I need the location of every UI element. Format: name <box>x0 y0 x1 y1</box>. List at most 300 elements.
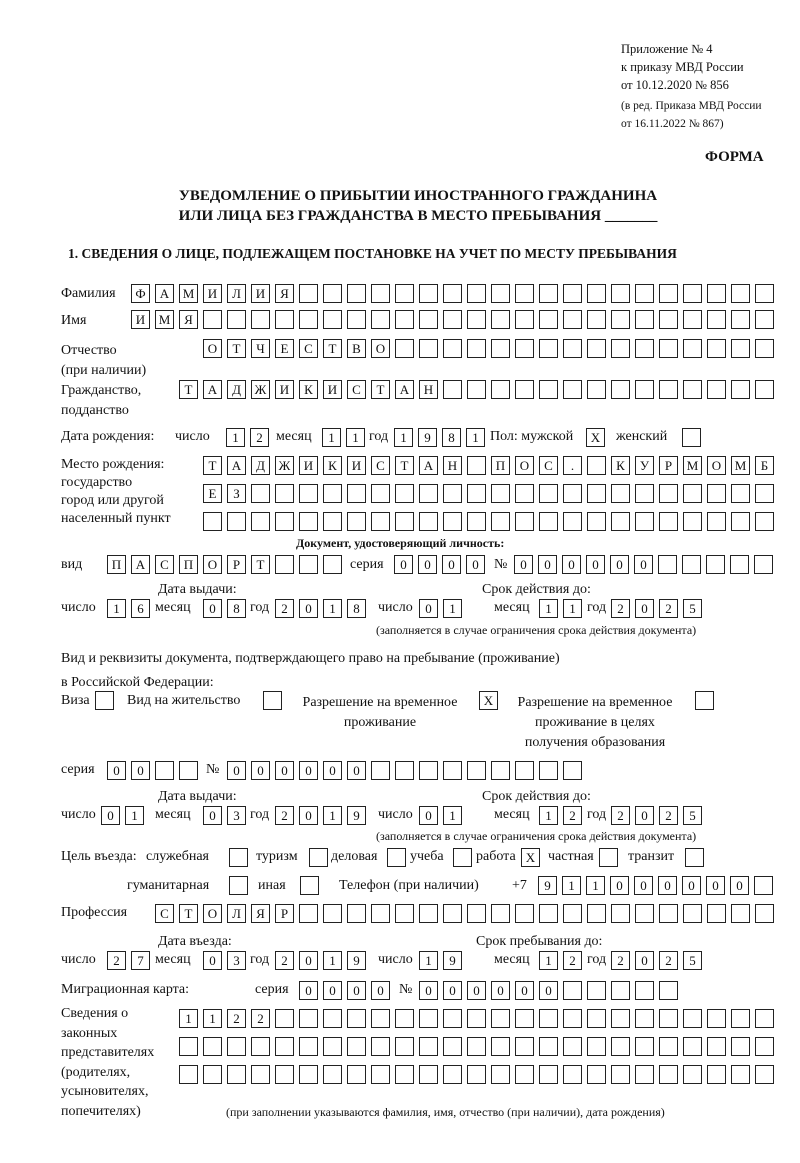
birthplace-2-cell[interactable] <box>251 484 270 503</box>
birthplace-3-cell[interactable] <box>491 512 510 531</box>
doc-series-cell[interactable]: 0 <box>418 555 437 574</box>
name-cell[interactable] <box>347 310 366 329</box>
surname-cell[interactable] <box>659 284 678 303</box>
citizenship-cell[interactable] <box>491 380 510 399</box>
profession-cell[interactable] <box>587 904 606 923</box>
birthplace-1-cell[interactable]: К <box>611 456 630 475</box>
stay-year-cell[interactable]: 2 <box>611 951 630 970</box>
surname-cell[interactable]: Л <box>227 284 246 303</box>
patronymic-cell[interactable] <box>731 339 750 358</box>
citizenship-cell[interactable] <box>443 380 462 399</box>
permit-valid-month-cell[interactable]: 1 <box>539 806 558 825</box>
rep-2-cell[interactable] <box>419 1037 438 1056</box>
rep-2-cell[interactable] <box>635 1037 654 1056</box>
rep-2-cell[interactable] <box>347 1037 366 1056</box>
entry-day-cell[interactable]: 7 <box>131 951 150 970</box>
permit-valid-day-cell[interactable]: 1 <box>443 806 462 825</box>
rep-2-cell[interactable] <box>515 1037 534 1056</box>
rep-3-cell[interactable] <box>659 1065 678 1084</box>
surname-cell[interactable] <box>587 284 606 303</box>
rep-2-cell[interactable] <box>395 1037 414 1056</box>
mig-number-cell[interactable]: 0 <box>467 981 486 1000</box>
name-cell[interactable] <box>587 310 606 329</box>
rep-2-cell[interactable] <box>323 1037 342 1056</box>
doc-series-cell[interactable]: 0 <box>466 555 485 574</box>
birthplace-1-cell[interactable]: П <box>491 456 510 475</box>
purpose-checkbox[interactable] <box>309 848 328 867</box>
rep-3-cell[interactable] <box>419 1065 438 1084</box>
sex-female-cell[interactable] <box>682 428 701 447</box>
rep-3-cell[interactable] <box>443 1065 462 1084</box>
name-cell[interactable] <box>467 310 486 329</box>
doc-number-cell[interactable] <box>658 555 677 574</box>
rep-1-cell[interactable]: 2 <box>251 1009 270 1028</box>
mig-series-cell[interactable]: 0 <box>371 981 390 1000</box>
rep-3-cell[interactable] <box>227 1065 246 1084</box>
profession-cell[interactable] <box>635 904 654 923</box>
patronymic-cell[interactable] <box>635 339 654 358</box>
permit-number-cell[interactable]: 0 <box>251 761 270 780</box>
rep-2-cell[interactable] <box>203 1037 222 1056</box>
patronymic-cell[interactable] <box>611 339 630 358</box>
name-cell[interactable] <box>275 310 294 329</box>
birthplace-2-cell[interactable] <box>635 484 654 503</box>
doc-kind-cell[interactable] <box>323 555 342 574</box>
permit-number-cell[interactable] <box>419 761 438 780</box>
doc-valid-year-cell[interactable]: 5 <box>683 599 702 618</box>
rep-1-cell[interactable] <box>515 1009 534 1028</box>
birthplace-1-cell[interactable]: . <box>563 456 582 475</box>
rep-3-cell[interactable] <box>611 1065 630 1084</box>
rep-1-cell[interactable] <box>731 1009 750 1028</box>
name-cell[interactable] <box>707 310 726 329</box>
patronymic-cell[interactable]: О <box>371 339 390 358</box>
rep-3-cell[interactable] <box>299 1065 318 1084</box>
surname-cell[interactable]: М <box>179 284 198 303</box>
phone-cell[interactable]: 9 <box>538 876 557 895</box>
birthplace-2-cell[interactable] <box>611 484 630 503</box>
entry-year-cell[interactable]: 9 <box>347 951 366 970</box>
purpose-checkbox[interactable] <box>387 848 406 867</box>
name-cell[interactable] <box>683 310 702 329</box>
purpose-checkbox[interactable] <box>229 876 248 895</box>
rep-1-cell[interactable] <box>371 1009 390 1028</box>
stay-year-cell[interactable]: 5 <box>683 951 702 970</box>
entry-year-cell[interactable]: 0 <box>299 951 318 970</box>
doc-kind-cell[interactable]: Т <box>251 555 270 574</box>
patronymic-cell[interactable] <box>587 339 606 358</box>
birthplace-1-cell[interactable]: М <box>683 456 702 475</box>
birthplace-1-cell[interactable]: С <box>371 456 390 475</box>
mig-series-cell[interactable]: 0 <box>323 981 342 1000</box>
mig-number-cell[interactable]: 0 <box>539 981 558 1000</box>
birthplace-1-cell[interactable]: О <box>515 456 534 475</box>
purpose-checkbox[interactable] <box>453 848 472 867</box>
name-cell[interactable] <box>227 310 246 329</box>
doc-kind-cell[interactable]: П <box>107 555 126 574</box>
birthplace-1-cell[interactable]: Б <box>755 456 774 475</box>
surname-cell[interactable] <box>491 284 510 303</box>
rep-1-cell[interactable] <box>563 1009 582 1028</box>
rep-3-cell[interactable] <box>539 1065 558 1084</box>
patronymic-cell[interactable] <box>467 339 486 358</box>
birthplace-3-cell[interactable] <box>683 512 702 531</box>
permit-number-cell[interactable]: 0 <box>227 761 246 780</box>
birthplace-2-cell[interactable] <box>467 484 486 503</box>
rep-2-cell[interactable] <box>731 1037 750 1056</box>
rep-1-cell[interactable] <box>467 1009 486 1028</box>
rep-3-cell[interactable] <box>395 1065 414 1084</box>
doc-number-cell[interactable] <box>706 555 725 574</box>
patronymic-cell[interactable] <box>683 339 702 358</box>
birthplace-1-cell[interactable]: И <box>299 456 318 475</box>
permit-series-cell[interactable] <box>155 761 174 780</box>
rep-1-cell[interactable]: 1 <box>179 1009 198 1028</box>
rep-2-cell[interactable] <box>611 1037 630 1056</box>
birthplace-2-cell[interactable] <box>275 484 294 503</box>
rep-1-cell[interactable] <box>539 1009 558 1028</box>
birthplace-3-cell[interactable] <box>587 512 606 531</box>
rep-1-cell[interactable] <box>755 1009 774 1028</box>
birthplace-3-cell[interactable] <box>203 512 222 531</box>
phone-cell[interactable]: 0 <box>634 876 653 895</box>
mig-number-cell[interactable]: 0 <box>419 981 438 1000</box>
name-cell[interactable] <box>203 310 222 329</box>
citizenship-cell[interactable]: Д <box>227 380 246 399</box>
birth-year-cell[interactable]: 1 <box>394 428 413 447</box>
name-cell[interactable] <box>371 310 390 329</box>
permit-number-cell[interactable] <box>371 761 390 780</box>
name-cell[interactable] <box>395 310 414 329</box>
doc-valid-month-cell[interactable]: 1 <box>563 599 582 618</box>
birthplace-1-cell[interactable]: К <box>323 456 342 475</box>
doc-kind-cell[interactable]: О <box>203 555 222 574</box>
name-cell[interactable]: М <box>155 310 174 329</box>
permit-number-cell[interactable]: 0 <box>275 761 294 780</box>
purpose-checkbox[interactable] <box>229 848 248 867</box>
birthplace-2-cell[interactable] <box>299 484 318 503</box>
birthplace-2-cell[interactable]: Е <box>203 484 222 503</box>
rep-1-cell[interactable] <box>587 1009 606 1028</box>
birthplace-2-cell[interactable] <box>419 484 438 503</box>
profession-cell[interactable] <box>371 904 390 923</box>
rep-2-cell[interactable] <box>491 1037 510 1056</box>
phone-cell[interactable]: 1 <box>562 876 581 895</box>
purpose-checkbox[interactable] <box>300 876 319 895</box>
surname-cell[interactable] <box>371 284 390 303</box>
patronymic-cell[interactable]: Е <box>275 339 294 358</box>
birthplace-2-cell[interactable] <box>755 484 774 503</box>
permit-issue-month-cell[interactable]: 0 <box>203 806 222 825</box>
rep-2-cell[interactable] <box>371 1037 390 1056</box>
citizenship-cell[interactable]: Т <box>179 380 198 399</box>
permit-issue-year-cell[interactable]: 2 <box>275 806 294 825</box>
birthplace-1-cell[interactable]: Т <box>203 456 222 475</box>
rep-3-cell[interactable] <box>683 1065 702 1084</box>
doc-series-cell[interactable]: 0 <box>442 555 461 574</box>
doc-issue-year-cell[interactable]: 1 <box>323 599 342 618</box>
birthplace-2-cell[interactable] <box>707 484 726 503</box>
surname-cell[interactable]: Ф <box>131 284 150 303</box>
patronymic-cell[interactable]: С <box>299 339 318 358</box>
citizenship-cell[interactable]: А <box>203 380 222 399</box>
patronymic-cell[interactable]: Т <box>227 339 246 358</box>
rep-2-cell[interactable] <box>179 1037 198 1056</box>
doc-issue-year-cell[interactable]: 0 <box>299 599 318 618</box>
phone-cell[interactable]: 0 <box>658 876 677 895</box>
birthplace-1-cell[interactable]: С <box>539 456 558 475</box>
doc-kind-cell[interactable]: А <box>131 555 150 574</box>
doc-number-cell[interactable]: 0 <box>610 555 629 574</box>
citizenship-cell[interactable]: Н <box>419 380 438 399</box>
doc-issue-day-cell[interactable]: 1 <box>107 599 126 618</box>
birthplace-3-cell[interactable] <box>299 512 318 531</box>
phone-cell[interactable]: 0 <box>682 876 701 895</box>
birthplace-1-cell[interactable] <box>587 456 606 475</box>
profession-cell[interactable]: О <box>203 904 222 923</box>
doc-kind-cell[interactable] <box>275 555 294 574</box>
surname-cell[interactable] <box>395 284 414 303</box>
permit-valid-month-cell[interactable]: 2 <box>563 806 582 825</box>
birth-month-cell[interactable]: 1 <box>346 428 365 447</box>
birthplace-1-cell[interactable]: Т <box>395 456 414 475</box>
rep-3-cell[interactable] <box>371 1065 390 1084</box>
birthplace-2-cell[interactable] <box>347 484 366 503</box>
phone-cell[interactable]: 0 <box>730 876 749 895</box>
rep-3-cell[interactable] <box>491 1065 510 1084</box>
rep-3-cell[interactable] <box>515 1065 534 1084</box>
birthplace-1-cell[interactable]: У <box>635 456 654 475</box>
name-cell[interactable] <box>731 310 750 329</box>
patronymic-cell[interactable] <box>443 339 462 358</box>
rep-1-cell[interactable] <box>419 1009 438 1028</box>
surname-cell[interactable] <box>539 284 558 303</box>
surname-cell[interactable] <box>635 284 654 303</box>
rep-3-cell[interactable] <box>275 1065 294 1084</box>
doc-issue-month-cell[interactable]: 8 <box>227 599 246 618</box>
doc-number-cell[interactable]: 0 <box>586 555 605 574</box>
doc-issue-day-cell[interactable]: 6 <box>131 599 150 618</box>
profession-cell[interactable] <box>539 904 558 923</box>
phone-cell[interactable]: 0 <box>610 876 629 895</box>
profession-cell[interactable] <box>755 904 774 923</box>
entry-month-cell[interactable]: 3 <box>227 951 246 970</box>
rep-3-cell[interactable] <box>635 1065 654 1084</box>
citizenship-cell[interactable] <box>731 380 750 399</box>
phone-cell[interactable] <box>754 876 773 895</box>
rep-1-cell[interactable] <box>659 1009 678 1028</box>
rep-3-cell[interactable] <box>347 1065 366 1084</box>
citizenship-cell[interactable]: Ж <box>251 380 270 399</box>
birthplace-3-cell[interactable] <box>275 512 294 531</box>
surname-cell[interactable] <box>611 284 630 303</box>
birthplace-3-cell[interactable] <box>563 512 582 531</box>
rep-1-cell[interactable] <box>395 1009 414 1028</box>
rep-3-cell[interactable] <box>563 1065 582 1084</box>
birthplace-3-cell[interactable] <box>419 512 438 531</box>
doc-issue-year-cell[interactable]: 2 <box>275 599 294 618</box>
name-cell[interactable] <box>755 310 774 329</box>
rep-2-cell[interactable] <box>227 1037 246 1056</box>
profession-cell[interactable] <box>419 904 438 923</box>
permit-number-cell[interactable] <box>515 761 534 780</box>
birthplace-1-cell[interactable]: А <box>419 456 438 475</box>
citizenship-cell[interactable]: А <box>395 380 414 399</box>
rep-1-cell[interactable] <box>299 1009 318 1028</box>
rep-3-cell[interactable] <box>731 1065 750 1084</box>
birth-day-cell[interactable]: 1 <box>226 428 245 447</box>
permit-number-cell[interactable] <box>395 761 414 780</box>
patronymic-cell[interactable] <box>419 339 438 358</box>
name-cell[interactable] <box>299 310 318 329</box>
surname-cell[interactable]: А <box>155 284 174 303</box>
profession-cell[interactable] <box>347 904 366 923</box>
surname-cell[interactable] <box>323 284 342 303</box>
permit-number-cell[interactable]: 0 <box>347 761 366 780</box>
visa-cell[interactable] <box>95 691 114 710</box>
doc-valid-year-cell[interactable]: 0 <box>635 599 654 618</box>
name-cell[interactable] <box>443 310 462 329</box>
doc-issue-month-cell[interactable]: 0 <box>203 599 222 618</box>
rep-2-cell[interactable] <box>683 1037 702 1056</box>
rep-2-cell[interactable] <box>563 1037 582 1056</box>
rep-1-cell[interactable] <box>323 1009 342 1028</box>
permit-issue-year-cell[interactable]: 1 <box>323 806 342 825</box>
patronymic-cell[interactable]: Ч <box>251 339 270 358</box>
rep-2-cell[interactable] <box>539 1037 558 1056</box>
entry-day-cell[interactable]: 2 <box>107 951 126 970</box>
profession-cell[interactable] <box>707 904 726 923</box>
rep-2-cell[interactable] <box>251 1037 270 1056</box>
permit-number-cell[interactable] <box>491 761 510 780</box>
birthplace-2-cell[interactable] <box>563 484 582 503</box>
permit-number-cell[interactable]: 0 <box>323 761 342 780</box>
mig-number-cell[interactable]: 0 <box>491 981 510 1000</box>
rep-2-cell[interactable] <box>467 1037 486 1056</box>
permit-valid-year-cell[interactable]: 0 <box>635 806 654 825</box>
surname-cell[interactable] <box>515 284 534 303</box>
permit-issue-day-cell[interactable]: 0 <box>101 806 120 825</box>
birthplace-1-cell[interactable]: А <box>227 456 246 475</box>
permit-number-cell[interactable] <box>467 761 486 780</box>
doc-number-cell[interactable] <box>682 555 701 574</box>
surname-cell[interactable] <box>563 284 582 303</box>
birthplace-1-cell[interactable]: О <box>707 456 726 475</box>
phone-cell[interactable]: 1 <box>586 876 605 895</box>
birthplace-2-cell[interactable] <box>587 484 606 503</box>
doc-number-cell[interactable] <box>730 555 749 574</box>
rep-2-cell[interactable] <box>587 1037 606 1056</box>
birthplace-3-cell[interactable] <box>659 512 678 531</box>
profession-cell[interactable]: С <box>155 904 174 923</box>
permit-issue-month-cell[interactable]: 3 <box>227 806 246 825</box>
birthplace-2-cell[interactable] <box>443 484 462 503</box>
rep-2-cell[interactable] <box>659 1037 678 1056</box>
birth-day-cell[interactable]: 2 <box>250 428 269 447</box>
birthplace-3-cell[interactable] <box>755 512 774 531</box>
stay-month-cell[interactable]: 1 <box>539 951 558 970</box>
surname-cell[interactable]: И <box>251 284 270 303</box>
doc-number-cell[interactable]: 0 <box>562 555 581 574</box>
birthplace-2-cell[interactable] <box>731 484 750 503</box>
birth-month-cell[interactable]: 1 <box>322 428 341 447</box>
stay-year-cell[interactable]: 0 <box>635 951 654 970</box>
birthplace-1-cell[interactable]: И <box>347 456 366 475</box>
name-cell[interactable] <box>611 310 630 329</box>
birthplace-2-cell[interactable]: З <box>227 484 246 503</box>
doc-series-cell[interactable]: 0 <box>394 555 413 574</box>
rep-1-cell[interactable]: 1 <box>203 1009 222 1028</box>
surname-cell[interactable]: И <box>203 284 222 303</box>
birthplace-1-cell[interactable]: Д <box>251 456 270 475</box>
permit-series-cell[interactable]: 0 <box>107 761 126 780</box>
mig-series-cell[interactable]: 0 <box>347 981 366 1000</box>
birthplace-3-cell[interactable] <box>611 512 630 531</box>
profession-cell[interactable] <box>515 904 534 923</box>
birthplace-2-cell[interactable] <box>659 484 678 503</box>
profession-cell[interactable]: Я <box>251 904 270 923</box>
rep-1-cell[interactable] <box>635 1009 654 1028</box>
birthplace-3-cell[interactable] <box>323 512 342 531</box>
citizenship-cell[interactable]: И <box>275 380 294 399</box>
patronymic-cell[interactable] <box>539 339 558 358</box>
mig-number-cell[interactable]: 0 <box>515 981 534 1000</box>
citizenship-cell[interactable] <box>563 380 582 399</box>
citizenship-cell[interactable] <box>587 380 606 399</box>
birthplace-3-cell[interactable] <box>539 512 558 531</box>
rep-3-cell[interactable] <box>203 1065 222 1084</box>
profession-cell[interactable] <box>611 904 630 923</box>
patronymic-cell[interactable] <box>755 339 774 358</box>
citizenship-cell[interactable]: К <box>299 380 318 399</box>
doc-kind-cell[interactable] <box>299 555 318 574</box>
mig-number-cell[interactable] <box>563 981 582 1000</box>
mig-number-cell[interactable] <box>587 981 606 1000</box>
doc-valid-day-cell[interactable]: 1 <box>443 599 462 618</box>
birthplace-3-cell[interactable] <box>731 512 750 531</box>
doc-number-cell[interactable]: 0 <box>634 555 653 574</box>
rep-1-cell[interactable] <box>683 1009 702 1028</box>
profession-cell[interactable]: Р <box>275 904 294 923</box>
rep-1-cell[interactable]: 2 <box>227 1009 246 1028</box>
birthplace-2-cell[interactable] <box>371 484 390 503</box>
surname-cell[interactable] <box>419 284 438 303</box>
name-cell[interactable] <box>659 310 678 329</box>
citizenship-cell[interactable] <box>467 380 486 399</box>
citizenship-cell[interactable] <box>707 380 726 399</box>
profession-cell[interactable]: Т <box>179 904 198 923</box>
citizenship-cell[interactable] <box>611 380 630 399</box>
surname-cell[interactable] <box>467 284 486 303</box>
birthplace-3-cell[interactable] <box>347 512 366 531</box>
birthplace-2-cell[interactable] <box>539 484 558 503</box>
permit-valid-year-cell[interactable]: 2 <box>659 806 678 825</box>
patronymic-cell[interactable]: Т <box>323 339 342 358</box>
patronymic-cell[interactable]: В <box>347 339 366 358</box>
profession-cell[interactable] <box>443 904 462 923</box>
birthplace-3-cell[interactable] <box>251 512 270 531</box>
name-cell[interactable] <box>563 310 582 329</box>
permit-issue-day-cell[interactable]: 1 <box>125 806 144 825</box>
purpose-checkbox[interactable]: X <box>521 848 540 867</box>
surname-cell[interactable] <box>443 284 462 303</box>
permit-number-cell[interactable] <box>563 761 582 780</box>
citizenship-cell[interactable] <box>515 380 534 399</box>
permit-number-cell[interactable] <box>539 761 558 780</box>
permit-series-cell[interactable]: 0 <box>131 761 150 780</box>
permit-valid-day-cell[interactable]: 0 <box>419 806 438 825</box>
rep-3-cell[interactable] <box>707 1065 726 1084</box>
